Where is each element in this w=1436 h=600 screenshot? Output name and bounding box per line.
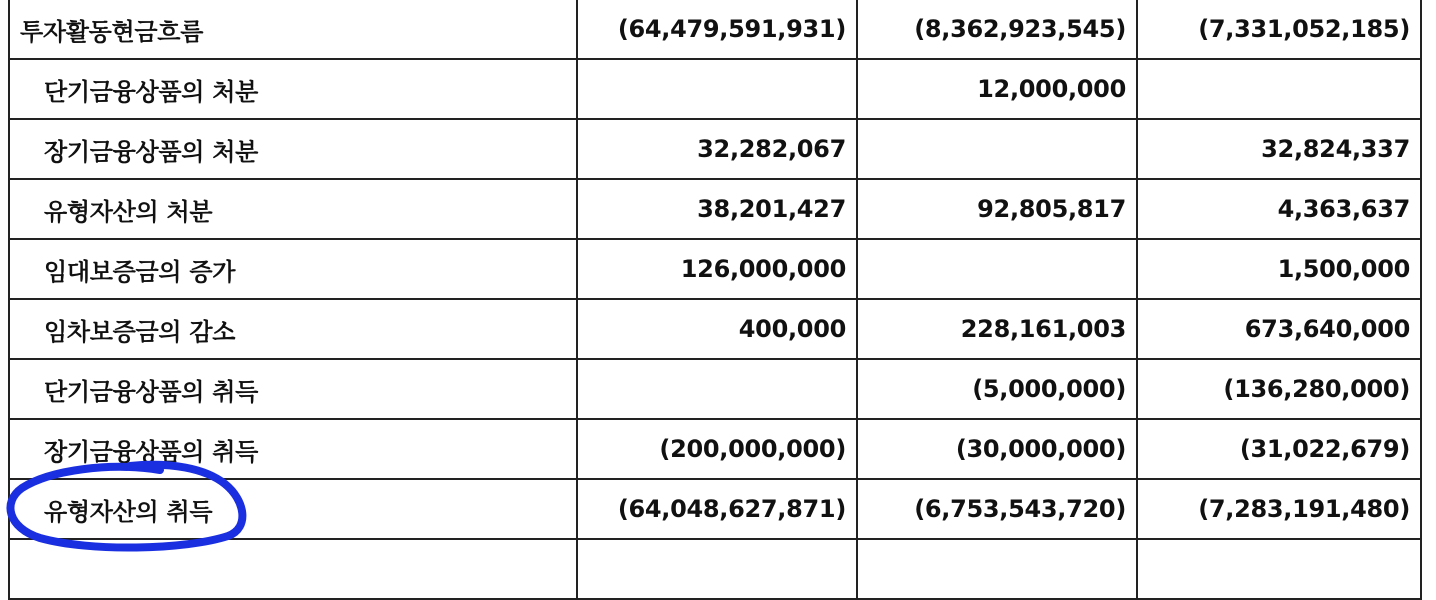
row-label: 단기금융상품의 취득: [9, 359, 577, 419]
value-cell: [857, 539, 1137, 599]
value-cell: 400,000: [577, 299, 857, 359]
value-cell: [1137, 539, 1421, 599]
value-cell: [577, 59, 857, 119]
value-cell: (7,283,191,480): [1137, 479, 1421, 539]
row-label: 유형자산의 취득: [9, 479, 577, 539]
value-cell: (64,048,627,871): [577, 479, 857, 539]
table-row: [9, 479, 1421, 539]
table-row: [9, 119, 1421, 179]
row-label: 임대보증금의 증가: [9, 239, 577, 299]
value-cell: (200,000,000): [577, 419, 857, 479]
table-row: [9, 359, 1421, 419]
value-cell: (8,362,923,545): [857, 0, 1137, 59]
value-cell: 32,824,337: [1137, 119, 1421, 179]
value-cell: (136,280,000): [1137, 359, 1421, 419]
value-cell: [577, 539, 857, 599]
value-cell: [1137, 59, 1421, 119]
table-row: [9, 299, 1421, 359]
row-label: 단기금융상품의 처분: [9, 59, 577, 119]
table-row: [9, 539, 1421, 599]
value-cell: 38,201,427: [577, 179, 857, 239]
table-row: [9, 179, 1421, 239]
value-cell: 12,000,000: [857, 59, 1137, 119]
value-cell: 673,640,000: [1137, 299, 1421, 359]
value-cell: (64,479,591,931): [577, 0, 857, 59]
cash-flow-table: [8, 0, 1422, 600]
table-row: [9, 239, 1421, 299]
row-label: 임차보증금의 감소: [9, 299, 577, 359]
value-cell: 1,500,000: [1137, 239, 1421, 299]
row-label: 유형자산의 처분: [9, 179, 577, 239]
value-cell: (6,753,543,720): [857, 479, 1137, 539]
value-cell: (7,331,052,185): [1137, 0, 1421, 59]
value-cell: (5,000,000): [857, 359, 1137, 419]
value-cell: [577, 359, 857, 419]
row-label: 장기금융상품의 취득: [9, 419, 577, 479]
value-cell: 32,282,067: [577, 119, 857, 179]
table-row: [9, 0, 1421, 59]
value-cell: 4,363,637: [1137, 179, 1421, 239]
table-row: [9, 59, 1421, 119]
value-cell: 126,000,000: [577, 239, 857, 299]
value-cell: [857, 239, 1137, 299]
value-cell: 92,805,817: [857, 179, 1137, 239]
table-row: [9, 419, 1421, 479]
value-cell: (30,000,000): [857, 419, 1137, 479]
row-label: 장기금융상품의 처분: [9, 119, 577, 179]
value-cell: (31,022,679): [1137, 419, 1421, 479]
row-label: [9, 539, 577, 599]
row-label: 투자활동현금흐름: [9, 0, 577, 59]
value-cell: 228,161,003: [857, 299, 1137, 359]
value-cell: [857, 119, 1137, 179]
